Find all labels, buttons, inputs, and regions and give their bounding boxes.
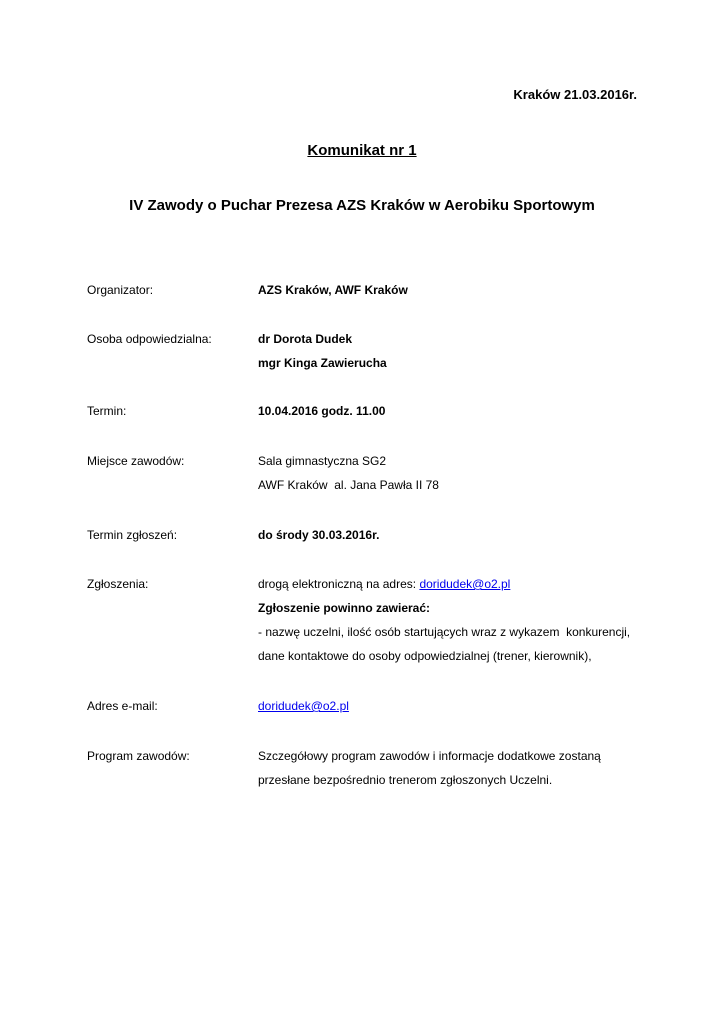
- applications-line-1: [258, 572, 658, 596]
- email-label: Adres e-mail:: [87, 699, 158, 713]
- program-label: Program zawodów:: [87, 749, 190, 763]
- responsible-label: Osoba odpowiedzialna:: [87, 332, 212, 346]
- document-subtitle: IV Zawody o Puchar Prezesa AZS Kraków w Aerobiku Sportowym: [129, 197, 595, 214]
- applications-line-2: Zgłoszenie powinno zawierać:: [258, 601, 431, 615]
- applications-email-link[interactable]: doridudek@o2.pl: [419, 577, 511, 591]
- date-value: 10.04.2016 godz. 11.00: [258, 404, 386, 418]
- applications-value: [258, 572, 658, 668]
- deadline-label: Termin zgłoszeń:: [87, 528, 178, 542]
- venue-value: [258, 449, 658, 497]
- responsible-person-2: mgr Kinga Zawierucha: [258, 356, 387, 370]
- program-line-2: przesłane bezpośrednio trenerom zgłoszonych Uczelni.: [258, 773, 553, 787]
- responsible-value: [258, 327, 658, 375]
- program-value: [258, 744, 658, 792]
- applications-label: Zgłoszenia:: [87, 577, 149, 591]
- applications-line-4: dane kontaktowe do osoby odpowiedzialnej (trener, kierownik),: [258, 649, 592, 663]
- date-label: Termin:: [87, 404, 127, 418]
- applications-line-3: - nazwę uczelni, ilość osób startujących wraz z wykazem konkurencji,: [258, 625, 631, 639]
- responsible-person-1: dr Dorota Dudek: [258, 332, 353, 346]
- email-value: [258, 694, 658, 718]
- program-line-1: Szczegółowy program zawodów i informacje dodatkowe zostaną: [258, 749, 601, 763]
- organizer-value: AZS Kraków, AWF Kraków: [258, 283, 408, 297]
- organizer-label: Organizator:: [87, 283, 154, 297]
- applications-line-1-text: drogą elektroniczną na adres:: [258, 577, 420, 591]
- venue-label: Miejsce zawodów:: [87, 454, 185, 468]
- deadline-value: do środy 30.03.2016r.: [258, 528, 380, 542]
- document-title: Komunikat nr 1: [307, 142, 417, 159]
- venue-line-1: Sala gimnastyczna SG2: [258, 454, 387, 468]
- email-link[interactable]: doridudek@o2.pl: [258, 699, 349, 713]
- document-date: Kraków 21.03.2016r.: [513, 87, 637, 102]
- venue-line-2: AWF Kraków al. Jana Pawła II 78: [258, 478, 439, 492]
